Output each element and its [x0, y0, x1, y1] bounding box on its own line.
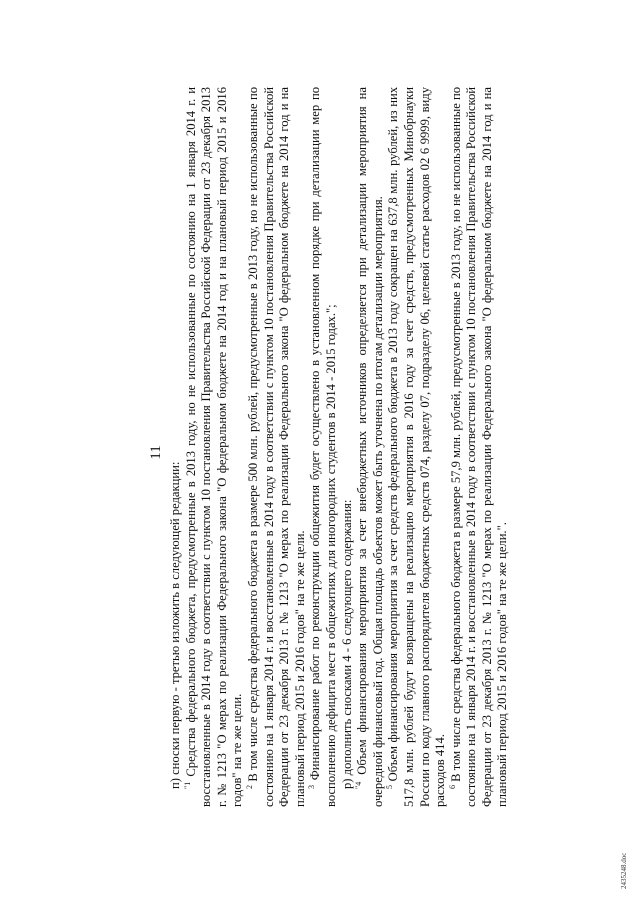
footnote-mark: 6 — [447, 785, 457, 789]
paragraph-intro-footnotes-1-3 — [168, 87, 184, 807]
footnote-3 — [308, 87, 339, 807]
footnote-mark: "4 — [353, 781, 363, 789]
paragraph-intro-footnotes-4-6 — [340, 87, 356, 807]
document-body — [168, 87, 511, 807]
footnote-mark: "1 — [182, 781, 192, 789]
paragraph-text: Финансирование работ по реконструкции общежития будет осуществлено в установленном порядке при детализации мер по восполнению дефицита мест в общежитиях для иногородних студентов в 2014 - 2015 годах."; — [308, 87, 338, 807]
paragraph-text: Объем финансирования мероприятия за счет средств федерального бюджета в 2013 году сокращен на 637,8 млн. рублей, из них 517,8 млн. рублей будут возвращены на реализацию мероприятия в 2016 году за счет средств, предусмотренных Минобрнауки России по коду главного распорядителя бюджетных средств 074, разделу 07, подразделу 06, целевой статье расходов 02 6 9999, виду расходов 414. — [386, 87, 448, 807]
document-file-code: 2435248.doc — [620, 852, 628, 889]
paragraph-text: п) сноски первую - третью изложить в следующей редакции: — [168, 461, 182, 789]
footnote-5 — [386, 87, 448, 807]
paragraph-text: В том числе средства федерального бюджета в размере 57,9 млн. рублей, предусмотренные в 2013 году, но не использованные по состоянию на 1 января 2014 г. и восстановленные в 2014 году в соответствии с пунктом 10 постановления Правительства Российской Федерации от 23 декабря 2013 г. № 1213 "О мерах по реализации Федерального закона "О федеральном бюджете на 2014 год и на плановый период 2015 и 2016 годов" на те же цели.". — [448, 87, 510, 807]
footnote-1 — [184, 87, 246, 807]
paragraph-text: Объем финансирования мероприятия за счет внебюджетных источников определяется при детализации мероприятия на очередной финансовый год. Общая площадь объектов может быть уточнена по итогам детализации мероприятия. — [355, 87, 385, 807]
footnote-2 — [246, 87, 308, 807]
footnote-6 — [449, 87, 511, 807]
paragraph-text: В том числе средства федерального бюджета в размере 500 млн. рублей, предусмотренные в 2013 году, но не использованные по состоянию на 1 января 2014 г. и восстановленные в 2014 году в соответствии с пунктом 10 постановления Правительства Российской Федерации от 23 декабря 2013 г. № 1213 "О мерах по реализации Федерального закона "О федеральном бюджете на 2014 год и на плановый период 2015 и 2016 годов" на те же цели. — [245, 87, 307, 807]
footnote-mark: 5 — [385, 785, 395, 789]
footnote-mark: 3 — [307, 785, 317, 789]
footnote-mark: 2 — [244, 785, 254, 789]
footnote-4 — [355, 87, 386, 807]
page-number: 11 — [148, 445, 164, 460]
paragraph-text: р) дополнить сносками 4 - 6 следующего содержания: — [339, 499, 354, 789]
paragraph-text: Средства федерального бюджета, предусмотренные в 2013 году, но не использованные по состоянию на 1 января 2014 г. и восстановленные в 2014 году в соответствии с пунктом 10 постановления Правительства Российской Федерации от 23 декабря 2013 г. № 1213 "О мерах по реализации Федерального закона "О федеральном бюджете на 2014 год и на плановый период 2015 и 2016 годов" на те же цели. — [183, 87, 245, 807]
